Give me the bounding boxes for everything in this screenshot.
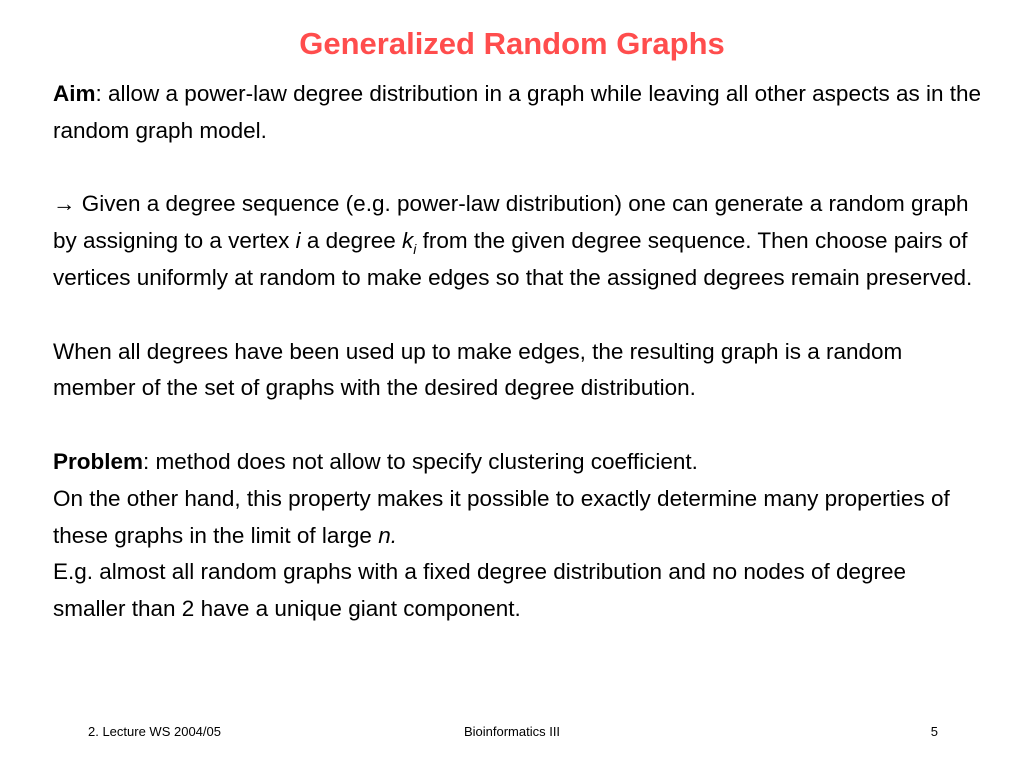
- other-hand-paragraph: [53, 481, 983, 555]
- spacer: [53, 150, 983, 187]
- spacer: [53, 407, 983, 444]
- aim-text: : allow a power-law degree distribution in a graph while leaving all other aspects as in the random graph model.: [53, 81, 982, 143]
- other-hand-text: On the other hand, this property makes it possible to exactly determine many properties of these graphs in the limit of large: [53, 485, 950, 548]
- problem-label: Problem: [53, 448, 144, 474]
- footer-lecture: 2. Lecture WS 2004/05: [88, 724, 221, 739]
- given-text-1: Given a degree sequence (e.g. power-law distribution) one can generate a random graph by assigning to a vertex: [53, 191, 969, 254]
- problem-paragraph: [53, 444, 983, 481]
- degree-subscript: i: [413, 241, 417, 258]
- slide-body: [53, 76, 983, 628]
- slide-title: Generalized Random Graphs: [299, 26, 725, 61]
- when-paragraph: When all degrees have been used up to make edges, the resulting graph is a random member of the set of graphs with the desired degree distribution.: [53, 338, 903, 401]
- problem-text: : method does not allow to specify clustering coefficient.: [143, 448, 698, 474]
- n-variable: n.: [378, 522, 397, 548]
- aim-label: Aim: [53, 81, 96, 106]
- given-paragraph: [53, 186, 983, 296]
- given-text-3: from the given degree sequence. Then choose pairs of vertices uniformly at random to make edges so that the assigned degrees remain preserved.: [53, 228, 973, 290]
- vertex-variable: i: [295, 228, 301, 254]
- given-text-2: a degree: [300, 228, 402, 254]
- aim-paragraph: [53, 76, 983, 150]
- right-arrow-icon: →: [53, 191, 76, 217]
- footer-page-number: 5: [930, 724, 938, 739]
- example-paragraph: E.g. almost all random graphs with a fixed degree distribution and no nodes of degree smaller than 2 have a unique giant component.: [53, 559, 907, 622]
- spacer: [53, 297, 983, 334]
- footer-course: Bioinformatics III: [463, 724, 561, 739]
- degree-variable: k: [401, 228, 414, 254]
